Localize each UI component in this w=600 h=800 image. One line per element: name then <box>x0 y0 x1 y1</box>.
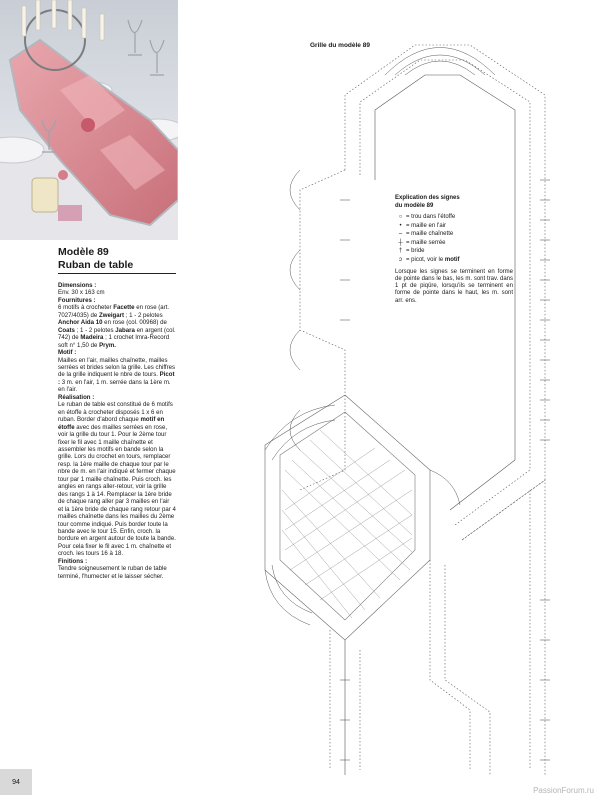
chain-stitch-symbol: • <box>399 222 402 229</box>
legend-title: Explication des signes du modèle 89 <box>395 195 460 209</box>
finitions-text: Tendre soigneusement le ruban de table terminé, l'humecter et le laisser sécher. <box>58 565 167 580</box>
model-number: Modèle 89 <box>58 246 109 258</box>
double-crochet-symbol: † <box>398 248 403 255</box>
fournitures-heading: Fournitures : <box>58 296 96 304</box>
slip-stitch-symbol: ⌢ <box>398 231 403 238</box>
dimensions-heading: Dimensions : <box>58 282 97 289</box>
finitions-heading: Finitions : <box>58 557 88 565</box>
model-name: Ruban de table <box>58 259 134 271</box>
motif-heading: Motif : <box>58 349 77 357</box>
legend-item: ↄ = picot, voir le motif <box>395 256 513 265</box>
realisation-heading: Réalisation : <box>58 393 95 401</box>
legend-note: Lorsque les signes se terminent en forme de pointe dans le bas, les m. sont trav. dans 1 pt de piqûre, lorsqu'ils se terminent en forme de pointe dans le haut, les m. sont arr. ens. <box>395 268 513 304</box>
dimensions-value: Env. 30 x 163 cm <box>58 289 105 297</box>
grid-title: Grille du modèle 89 <box>310 42 370 49</box>
legend-item: ┼ = maille serrée <box>395 239 513 248</box>
motif-text: Mailles en l'air, mailles chaînette, mailles serrées et brides selon la grille. Les chiffres de la grille indiquent le nbre de tours. Picot : 3 m. en l'air, 1 m. serrée dans la 1ère m. en l'air. <box>58 356 176 394</box>
picot-symbol: ↄ <box>399 256 402 263</box>
watermark: PassionForum.ru <box>533 786 594 795</box>
realisation-text: Le ruban de table est constitué de 6 motifs en étoffe à crocheter disposés 1 x 6 en ruban. Border d'abord chaque motif en étoffe avec des mailles serrées en rose, voir la grille du tour 1. Pour le 2ème tour fixer le fil avec 1 maille chaînette et assembler les motifs en bande selon la grille. Lors du crochet en tours, remplacer resp. la 1ère maille de chaque tour par le nbre de m. en l'air indiqué et fermer chaque tour par 1 maille chaînette. Puis croch. les angles en rangs aller-retour, voir la grille des rangs 1 à 14. Remplacer la 1ère bride de chaque rang aller par 3 mailles en l'air et la 1ère bride de chaque rang retour par 4 mailles chaînette dans les mailles du 2ème tour comme indiqué. Puis border toute la bande avec le tour 15. Enfin, croch. la bordure en argent autour de toute la bande. Pour cela fixer le fil avec 1 m. chaînette et croch. les tours 16 à 18. <box>58 401 176 558</box>
page-number: 94 <box>0 769 32 795</box>
single-crochet-symbol: ┼ <box>398 239 403 246</box>
legend-item: • = maille en l'air <box>395 222 513 231</box>
hole-symbol: ○ <box>398 214 403 220</box>
legend-item: † = bride <box>395 247 513 256</box>
fournitures-text: 6 motifs à crocheter Facette en rose (art. 7027/4035) de Zweigart ; 1 - 2 pelotes Anchor Aida 10 en rose (col. 00968) de Coats ; 1 - 2 pelotes Jabara en argent (col. 742) de Madeira ; 1 crochet Imra-Record soft n° 1,50 de Prym. <box>58 304 176 349</box>
legend-item: ⌢ = maille chaînette <box>395 230 513 239</box>
legend-item: ○ = trou dans l'étoffe <box>395 213 513 222</box>
symbol-legend <box>395 195 513 305</box>
